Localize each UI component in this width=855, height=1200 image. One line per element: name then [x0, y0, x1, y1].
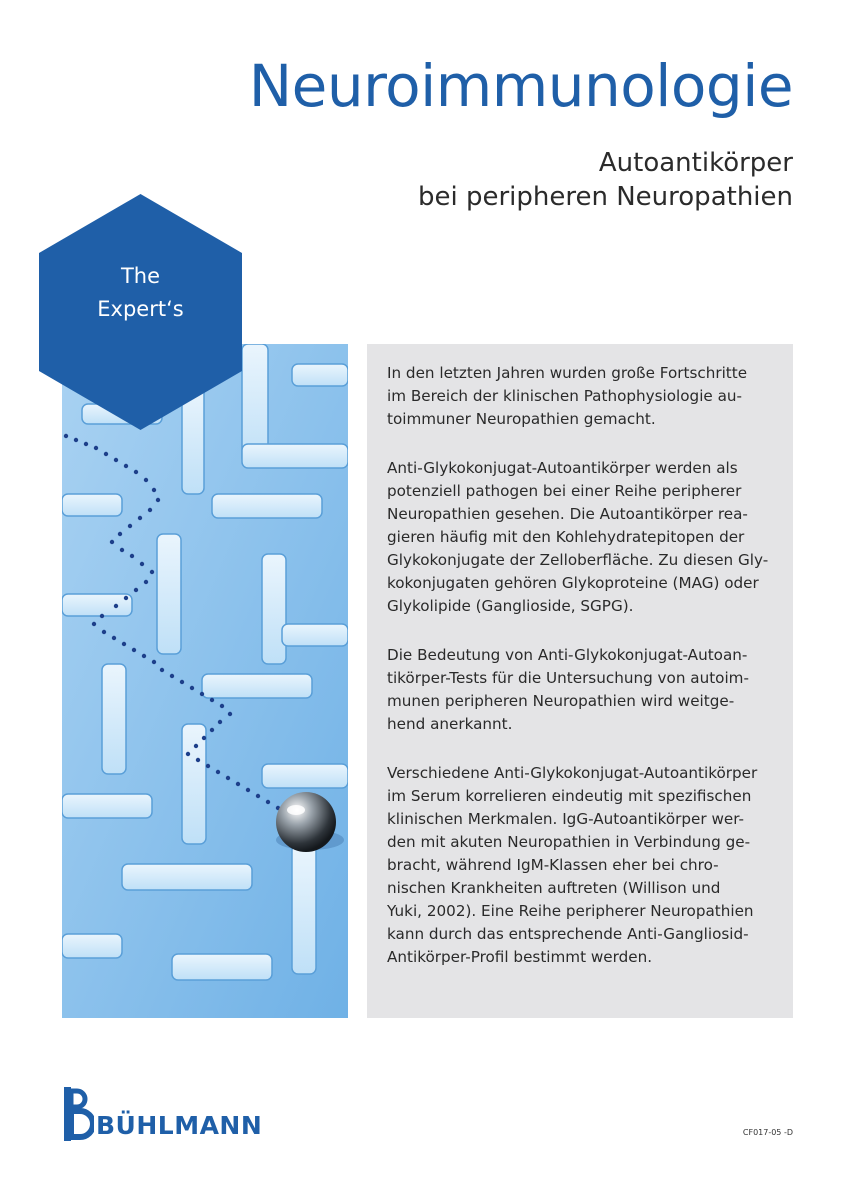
page-subtitle: [418, 146, 793, 214]
text-line: im Bereich der klinischen Pathophysiologie au-: [387, 387, 742, 405]
text-line: potenziell pathogen bei einer Reihe peripherer: [387, 482, 742, 500]
text-line: toimmuner Neuropathien gemacht.: [387, 410, 656, 428]
text-line: Antikörper-Profil bestimmt werden.: [387, 948, 653, 966]
subtitle-line: bei peripheren Neuropathien: [418, 182, 793, 212]
paragraph: [387, 762, 773, 969]
text-line: klinischen Merkmalen. IgG-Autoantikörper wer-: [387, 810, 744, 828]
text-line: im Serum korrelieren eindeutig mit spezifischen: [387, 787, 752, 805]
text-line: hend anerkannt.: [387, 715, 513, 733]
text-line: Glykokonjugate der Zelloberfläche. Zu diesen Gly-: [387, 551, 769, 569]
text-line: In den letzten Jahren wurden große Fortschritte: [387, 364, 748, 382]
text-line: Neuropathien gesehen. Die Autoantikörper rea-: [387, 505, 748, 523]
badge-line: Expert‘s: [97, 297, 184, 321]
buhlmann-logo: [62, 1087, 302, 1141]
text-line: Die Bedeutung von Anti-Glykokonjugat-Autoan-: [387, 646, 748, 664]
experts-badge: [39, 194, 242, 430]
text-line: den mit akuten Neuropathien in Verbindung ge-: [387, 833, 751, 851]
paragraph: [387, 644, 773, 736]
badge-line: The: [120, 264, 161, 288]
text-line: Glykolipide (Ganglioside, SGPG).: [387, 597, 634, 615]
text-line: kokonjugaten gehören Glykoproteine (MAG) oder: [387, 574, 759, 592]
page-title: Neuroimmunologie: [248, 52, 793, 120]
buhlmann-logo-icon: [62, 1087, 94, 1141]
text-line: Verschiedene Anti-Glykokonjugat-Autoantikörper: [387, 764, 758, 782]
text-line: kann durch das entsprechende Anti-Gangliosid-: [387, 925, 749, 943]
text-line: Yuki, 2002). Eine Reihe peripherer Neuropathien: [387, 902, 754, 920]
document-code: CF017-05 -D: [742, 1128, 793, 1137]
paragraph: [387, 457, 773, 618]
paragraph: [387, 362, 773, 431]
text-line: gieren häufig mit den Kohlehydratepitopen der: [387, 528, 745, 546]
brand-name: BÜHLMANN: [96, 1111, 263, 1140]
badge-text: [39, 260, 242, 326]
text-line: tikörper-Tests für die Untersuchung von autoim-: [387, 669, 749, 687]
maze-with-steel-ball-image: [62, 344, 348, 1018]
subtitle-line: Autoantikörper: [598, 148, 793, 178]
text-line: munen peripheren Neuropathien wird weitge-: [387, 692, 735, 710]
text-line: nischen Krankheiten auftreten (Willison und: [387, 879, 721, 897]
text-line: Anti-Glykokonjugat-Autoantikörper werden als: [387, 459, 738, 477]
text-line: bracht, während IgM-Klassen eher bei chro-: [387, 856, 719, 874]
intro-text-box: [367, 344, 793, 1018]
